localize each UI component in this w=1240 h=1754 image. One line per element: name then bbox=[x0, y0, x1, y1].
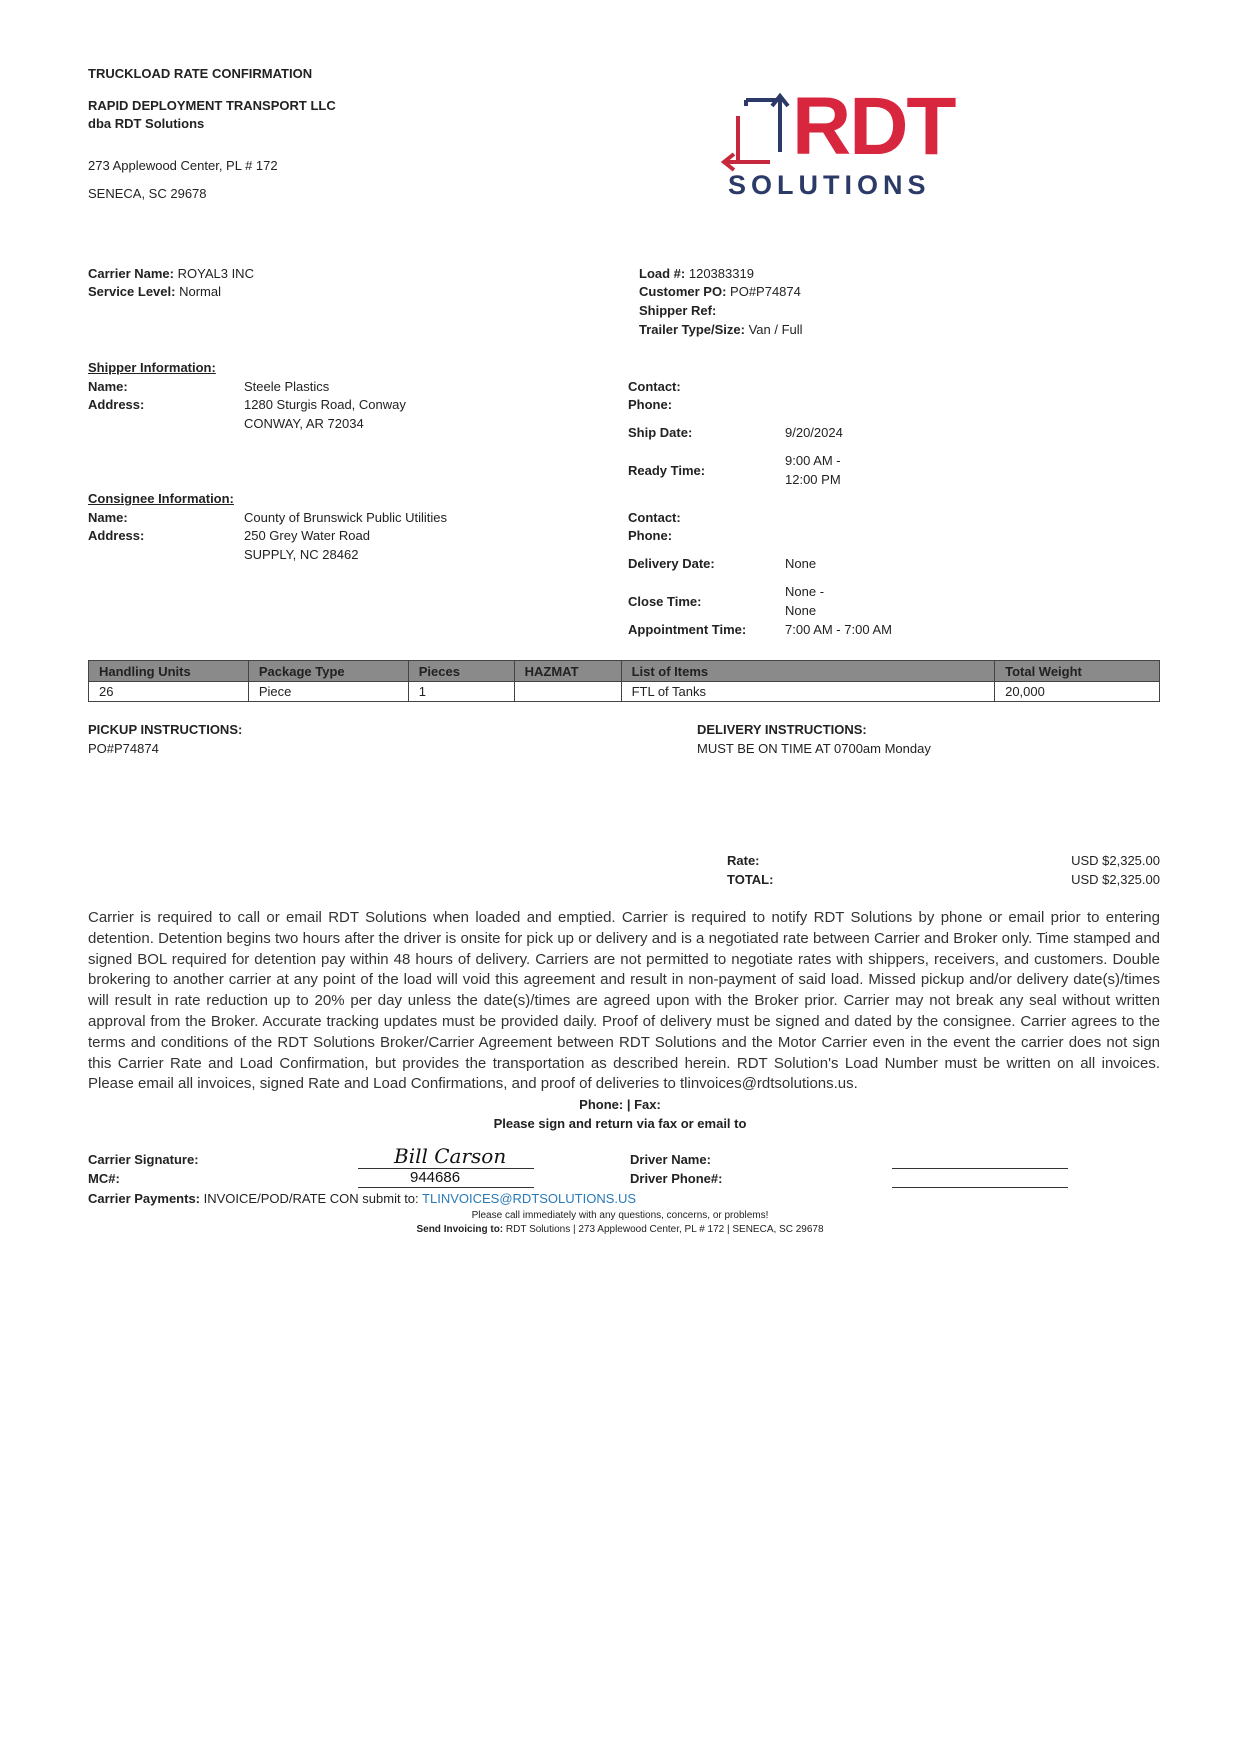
customer-po-value: PO#P74874 bbox=[730, 284, 801, 299]
shipper-address-line2: CONWAY, AR 72034 bbox=[244, 416, 364, 431]
carrier-signature: Bill Carson bbox=[394, 1144, 507, 1168]
delivery-date-value: None bbox=[785, 556, 817, 571]
delivery-instructions-value: MUST BE ON TIME AT 0700am Monday bbox=[697, 741, 931, 756]
shipper-address-label: Address: bbox=[88, 397, 145, 412]
customer-po-label: Customer PO: bbox=[639, 284, 727, 299]
document-title: TRUCKLOAD RATE CONFIRMATION bbox=[88, 66, 313, 81]
ready-time-label: Ready Time: bbox=[628, 463, 706, 478]
shipper-contact-label: Contact: bbox=[628, 379, 681, 394]
appointment-time-label: Appointment Time: bbox=[628, 622, 747, 637]
cell-handling-units: 26 bbox=[89, 682, 249, 702]
col-package-type: Package Type bbox=[248, 661, 408, 682]
footer-send-text: RDT Solutions | 273 Applewood Center, PL # 172 | SENECA, SC 29678 bbox=[505, 1224, 824, 1235]
shipper-ref-label: Shipper Ref: bbox=[639, 303, 717, 318]
driver-phone-label: Driver Phone#: bbox=[630, 1171, 723, 1186]
shipper-name-label: Name: bbox=[88, 379, 128, 394]
consignee-address-line1: 250 Grey Water Road bbox=[244, 528, 370, 543]
footer-call-line: Please call immediately with any questions, concerns, or problems! bbox=[471, 1210, 769, 1221]
load-number-row bbox=[639, 266, 754, 282]
load-number-value: 120383319 bbox=[688, 266, 754, 281]
footer-send-label: Send Invoicing to: bbox=[416, 1224, 504, 1235]
service-level-label: Service Level: bbox=[88, 284, 176, 299]
company-dba: dba RDT Solutions bbox=[88, 116, 205, 131]
cell-hazmat bbox=[514, 682, 621, 702]
total-value: USD $2,325.00 bbox=[1071, 872, 1160, 887]
consignee-name-value: County of Brunswick Public Utilities bbox=[244, 510, 448, 525]
load-number-label: Load #: bbox=[639, 266, 686, 281]
trailer-label: Trailer Type/Size: bbox=[639, 322, 745, 337]
consignee-address-label: Address: bbox=[88, 528, 145, 543]
shipper-ref-row bbox=[639, 303, 716, 319]
driver-name-label: Driver Name: bbox=[630, 1152, 711, 1167]
delivery-instructions-label: DELIVERY INSTRUCTIONS: bbox=[697, 722, 867, 737]
carrier-payments-row bbox=[88, 1191, 636, 1207]
close-time-label: Close Time: bbox=[628, 594, 702, 609]
shipper-address-line1: 1280 Sturgis Road, Conway bbox=[244, 397, 406, 412]
col-pieces: Pieces bbox=[408, 661, 514, 682]
driver-phone-line bbox=[892, 1169, 1068, 1188]
rate-value: USD $2,325.00 bbox=[1071, 853, 1160, 868]
col-handling-units: Handling Units bbox=[89, 661, 249, 682]
col-total-weight: Total Weight bbox=[995, 661, 1160, 682]
rate-label: Rate: bbox=[727, 853, 760, 868]
consignee-address-line2: SUPPLY, NC 28462 bbox=[244, 547, 359, 562]
ready-time-line1: 9:00 AM - bbox=[785, 453, 841, 468]
consignee-name-label: Name: bbox=[88, 510, 128, 525]
logo-sub-text: SOLUTIONS bbox=[728, 170, 931, 200]
consignee-heading: Consignee Information: bbox=[88, 491, 234, 506]
carrier-signature-line bbox=[358, 1144, 534, 1169]
pickup-instructions-label: PICKUP INSTRUCTIONS: bbox=[88, 722, 243, 737]
carrier-name-row bbox=[88, 266, 254, 282]
shipper-heading: Shipper Information: bbox=[88, 360, 216, 375]
trailer-row bbox=[639, 322, 803, 338]
service-level-row bbox=[88, 284, 221, 300]
table-row bbox=[89, 682, 1160, 702]
trailer-value: Van / Full bbox=[748, 322, 803, 337]
mc-value: 944686 bbox=[410, 1169, 461, 1186]
carrier-payments-text: INVOICE/POD/RATE CON submit to: bbox=[203, 1191, 419, 1206]
shipper-phone-label: Phone: bbox=[628, 397, 673, 412]
mc-line bbox=[358, 1169, 534, 1188]
close-time-line1: None - bbox=[785, 584, 825, 599]
items-table bbox=[88, 660, 1160, 702]
company-name: RAPID DEPLOYMENT TRANSPORT LLC bbox=[88, 98, 336, 113]
cell-list-of-items: FTL of Tanks bbox=[621, 682, 995, 702]
col-hazmat: HAZMAT bbox=[514, 661, 621, 682]
invoice-email-link[interactable]: TLINVOICES@RDTSOLUTIONS.US bbox=[422, 1191, 637, 1206]
items-header-row bbox=[89, 661, 1160, 682]
cell-pieces: 1 bbox=[408, 682, 514, 702]
total-label: TOTAL: bbox=[727, 872, 774, 887]
carrier-signature-label: Carrier Signature: bbox=[88, 1152, 199, 1167]
consignee-contact-label: Contact: bbox=[628, 510, 681, 525]
driver-name-line bbox=[892, 1150, 1068, 1169]
carrier-payments-label: Carrier Payments: bbox=[88, 1191, 200, 1206]
company-address-line1: 273 Applewood Center, PL # 172 bbox=[88, 158, 278, 173]
col-list-of-items: List of Items bbox=[621, 661, 995, 682]
consignee-phone-label: Phone: bbox=[628, 528, 673, 543]
logo-main-text: RDT bbox=[792, 81, 955, 172]
appointment-time-value: 7:00 AM - 7:00 AM bbox=[785, 622, 892, 637]
pickup-instructions-value: PO#P74874 bbox=[88, 741, 159, 756]
delivery-date-label: Delivery Date: bbox=[628, 556, 715, 571]
company-logo bbox=[716, 81, 976, 204]
close-time-line2: None bbox=[785, 603, 817, 618]
cell-package-type: Piece bbox=[248, 682, 408, 702]
mc-label: MC#: bbox=[88, 1171, 120, 1186]
ship-date-value: 9/20/2024 bbox=[785, 425, 843, 440]
footer-send-row bbox=[0, 1224, 1240, 1235]
sign-return-line: Please sign and return via fax or email to bbox=[493, 1116, 747, 1131]
service-level-value: Normal bbox=[179, 284, 221, 299]
carrier-name-value: ROYAL3 INC bbox=[177, 266, 254, 281]
carrier-name-label: Carrier Name: bbox=[88, 266, 174, 281]
company-address-line2: SENECA, SC 29678 bbox=[88, 186, 207, 201]
terms-paragraph: Carrier is required to call or email RDT Solutions when loaded and emptied. Carrier is required to notify RDT Solutions by phone or email prior to entering detention. Detention begins two hours after the driver is onsite for pick up or delivery and is a negotiated rate between Carrier and Broker only. Time stamped and signed BOL required for detention pay within 48 hours of delivery. Carriers are not permitted to negotiate rates with shippers, receivers, and customers. Double brokering to another carrier at any point of the load will void this agreement and result in non-payment of said load. Missed pickup and/or delivery date(s)/times will result in rate reduction up to 20% per day unless the date(s)/times are agreed upon with the Broker prior. Carrier may not break any seal without written approval from the Broker. Accurate tracking updates must be provided daily. Proof of delivery must be signed and dated by the consignee. Carrier agrees to the terms and conditions of the RDT Solutions Broker/Carrier Agreement between RDT Solutions and the Motor Carrier even in the event the carrier does not sign this Carrier Rate and Load Confirmation, but provides the transportation as described herein. RDT Solution's Load Number must be written on all invoices. Please email all invoices, signed Rate and Load Confirmations, and proof of deliveries to tlinvoices@rdtsolutions.us. bbox=[88, 909, 1160, 1093]
customer-po-row bbox=[639, 284, 801, 300]
contact-line: Phone: | Fax: bbox=[579, 1097, 661, 1112]
ship-date-label: Ship Date: bbox=[628, 425, 693, 440]
shipper-name-value: Steele Plastics bbox=[244, 379, 330, 394]
cell-total-weight: 20,000 bbox=[995, 682, 1160, 702]
ready-time-line2: 12:00 PM bbox=[785, 472, 841, 487]
